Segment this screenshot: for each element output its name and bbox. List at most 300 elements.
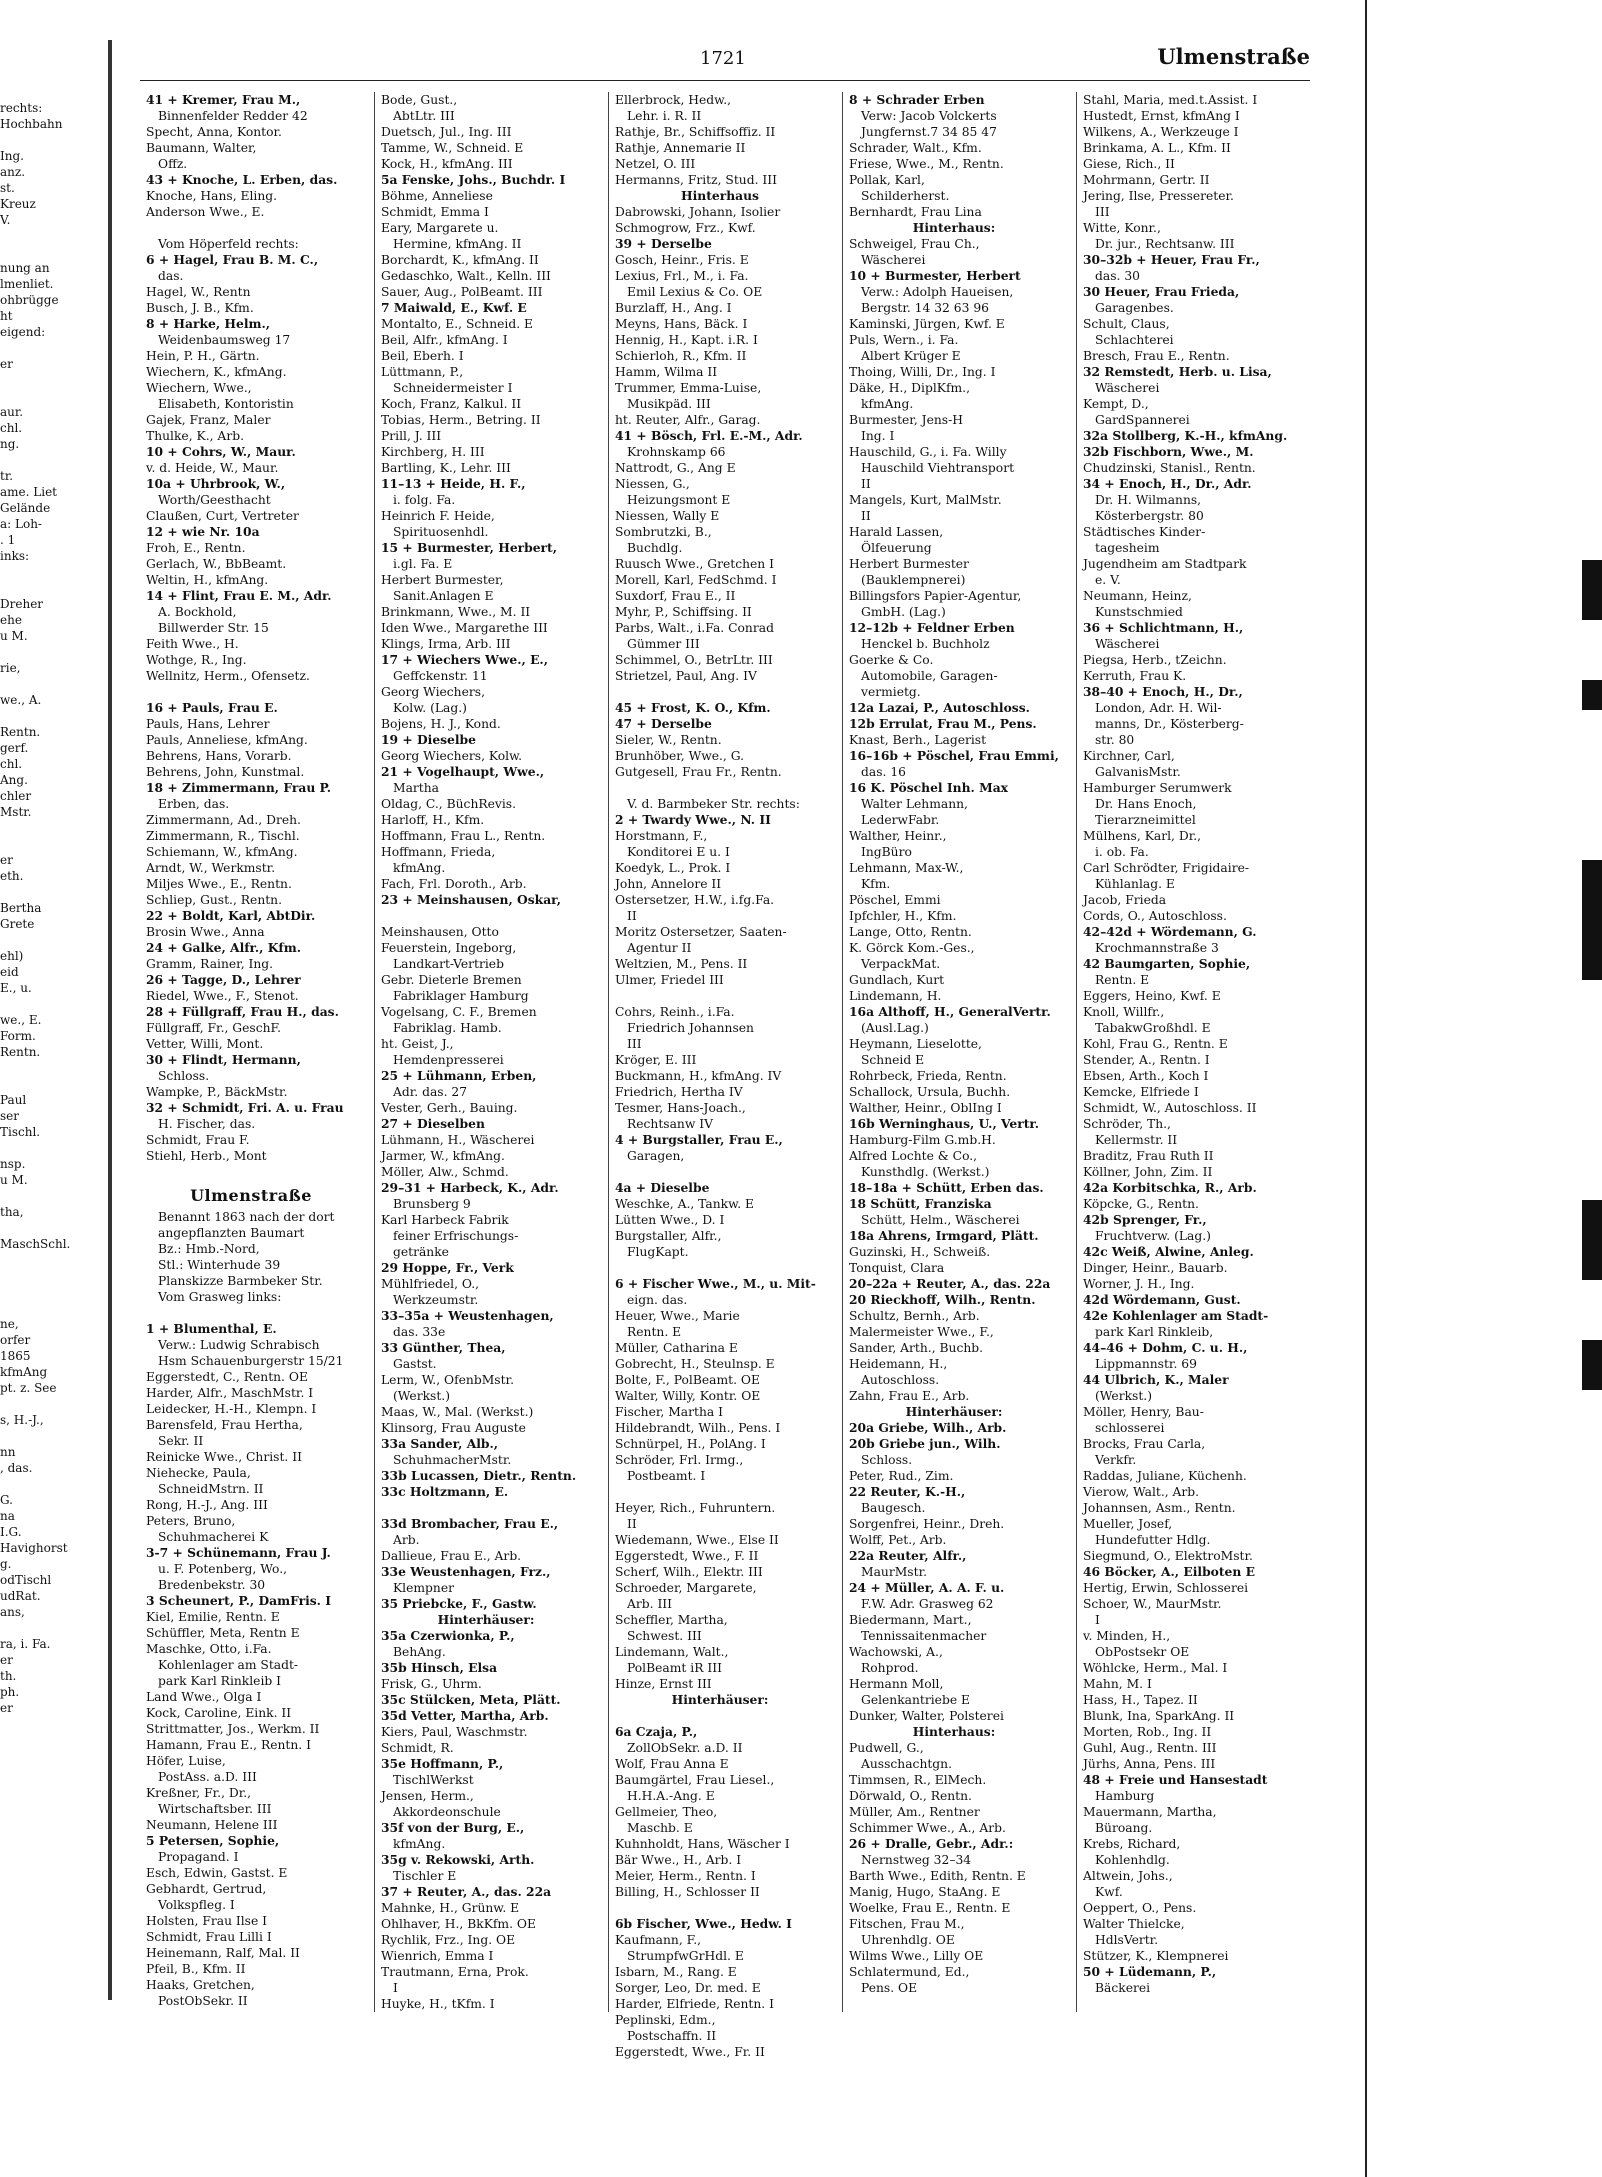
- resident-entry: Schimmer Wwe., A., Arb.: [849, 1821, 1006, 1835]
- resident-entry: Kohlenlager am Stadt-: [158, 1658, 299, 1672]
- resident-entry: Heuer, Wwe., Marie: [615, 1309, 740, 1323]
- previous-page-line: ehe: [0, 613, 22, 627]
- resident-entry: III: [627, 1037, 642, 1051]
- resident-entry: Mangels, Kurt, MalMstr.: [849, 493, 1002, 507]
- resident-entry: PostObSekr. II: [158, 1994, 248, 2008]
- house-entry: 32 + Schmidt, Fri. A. u. Frau: [146, 1100, 344, 1115]
- page-header: [140, 40, 1310, 81]
- house-entry: 32 Remstedt, Herb. u. Lisa,: [1083, 364, 1272, 379]
- resident-entry: Timmsen, R., ElMech.: [849, 1773, 987, 1787]
- resident-entry: Vetter, Willi, Mont.: [146, 1037, 264, 1051]
- running-head: Ulmenstraße: [1157, 44, 1310, 69]
- resident-entry: Walter Lehmann,: [861, 797, 968, 811]
- house-entry: 35g v. Rekowski, Arth.: [381, 1852, 535, 1867]
- resident-entry: schlosserei: [1095, 1421, 1165, 1435]
- resident-entry: Myhr, P., Schiffsing. II: [615, 605, 752, 619]
- house-entry: 42 Baumgarten, Sophie,: [1083, 956, 1251, 971]
- resident-entry: (Ausl.Lag.): [861, 1021, 929, 1035]
- resident-entry: Cohrs, Reinh., i.Fa.: [615, 1005, 735, 1019]
- resident-entry: Claußen, Curt, Vertreter: [146, 509, 299, 523]
- resident-entry: Ing. I: [861, 429, 895, 443]
- house-entry: 44–46 + Dohm, C. u. H.,: [1083, 1340, 1248, 1355]
- resident-entry: Köpcke, G., Rentn.: [1083, 1197, 1199, 1211]
- previous-page-line: I.G.: [0, 1525, 22, 1539]
- resident-entry: (Bauklempnerei): [861, 573, 966, 587]
- resident-entry: Baumgärtel, Frau Liesel.,: [615, 1773, 775, 1787]
- previous-page-line: tha,: [0, 1205, 24, 1219]
- resident-entry: Hoffmann, Frau L., Rentn.: [381, 829, 546, 843]
- resident-entry: Manig, Hugo, StaAng. E: [849, 1885, 1001, 1899]
- resident-entry: Vom Höperfeld rechts:: [158, 237, 299, 251]
- resident-entry: Wolf, Frau Anna E: [615, 1757, 729, 1771]
- previous-page-line: nsp.: [0, 1157, 26, 1171]
- resident-entry: Strittmatter, Jos., Werkm. II: [146, 1722, 320, 1736]
- resident-entry: Hermine, kfmAng. II: [393, 237, 522, 251]
- resident-entry: SchuhmacherMstr.: [393, 1453, 512, 1467]
- previous-page-line: Tischl.: [0, 1125, 41, 1139]
- resident-entry: K. Görck Kom.-Ges.,: [849, 941, 975, 955]
- previous-page-line: [0, 132, 100, 148]
- previous-page-line: udRat.: [0, 1589, 41, 1603]
- resident-entry: Ellerbrock, Hedw.,: [615, 93, 732, 107]
- resident-entry: Kfm.: [861, 877, 891, 891]
- resident-entry: Spirituosenhdl.: [393, 525, 489, 539]
- resident-entry: Huyke, H., tKfm. I: [381, 1997, 495, 2011]
- resident-entry: Froh, E., Rentn.: [146, 541, 246, 555]
- resident-entry: Schliep, Gust., Rentn.: [146, 893, 283, 907]
- resident-entry: Postbeamt. I: [627, 1469, 706, 1483]
- previous-page-line: [0, 708, 100, 724]
- house-entry: 42a Korbitschka, R., Arb.: [1083, 1180, 1257, 1195]
- resident-entry: Wäscherei: [1095, 381, 1160, 395]
- resident-entry: Burmester, Jens-H: [849, 413, 963, 427]
- resident-entry: Eggerstedt, Wwe., Fr. II: [615, 2045, 765, 2059]
- resident-entry: Worth/Geesthacht: [158, 493, 271, 507]
- resident-entry: Feith Wwe., H.: [146, 637, 239, 651]
- previous-page-line: [0, 340, 100, 356]
- resident-entry: Gundlach, Kurt: [849, 973, 945, 987]
- house-entry: 33b Lucassen, Dietr., Rentn.: [381, 1468, 577, 1483]
- house-entry: 10a + Uhrbrook, W.,: [146, 476, 286, 491]
- section-subheading: Hinterhäuser:: [671, 1692, 769, 1707]
- resident-entry: [140, 1164, 362, 1180]
- resident-entry: Peter, Rud., Zim.: [849, 1469, 954, 1483]
- house-entry: 4a + Dieselbe: [615, 1180, 710, 1195]
- previous-page-line: eigend:: [0, 325, 46, 339]
- previous-page-line: Gelände: [0, 501, 51, 515]
- resident-entry: Hildebrandt, Wilh., Pens. I: [615, 1421, 781, 1435]
- resident-entry: Haaks, Gretchen,: [146, 1978, 255, 1992]
- previous-page-line: [0, 884, 100, 900]
- resident-entry: Ohlhaver, H., BkKfm. OE: [381, 1917, 536, 1931]
- resident-entry: Däke, H., DiplKfm.,: [849, 381, 970, 395]
- resident-entry: Arndt, W., Werkmstr.: [146, 861, 276, 875]
- house-entry: 47 + Derselbe: [615, 716, 712, 731]
- resident-entry: Strietzel, Paul, Ang. IV: [615, 669, 757, 683]
- resident-entry: Scherf, Wilh., Elektr. III: [615, 1565, 763, 1579]
- resident-entry: Dinger, Heinr., Bauarb.: [1083, 1261, 1228, 1275]
- resident-entry: Emil Lexius & Co. OE: [627, 285, 763, 299]
- column-3: [608, 92, 831, 2059]
- resident-entry: manns, Dr., Kösterberg-: [1095, 717, 1244, 731]
- previous-page-line: Rentn.: [0, 725, 41, 739]
- resident-entry: Feuerstein, Ingeborg,: [381, 941, 517, 955]
- previous-page-line: nung an: [0, 261, 50, 275]
- resident-entry: Schilderherst.: [861, 189, 950, 203]
- resident-entry: Höfer, Luise,: [146, 1754, 226, 1768]
- resident-entry: Krohnskamp 66: [627, 445, 726, 459]
- resident-entry: Schloss.: [158, 1069, 210, 1083]
- section-subheading: Hinterhäuser:: [905, 1404, 1003, 1419]
- resident-entry: Lehmann, Max-W.,: [849, 861, 964, 875]
- resident-entry: Zahn, Frau E., Arb.: [849, 1389, 970, 1403]
- resident-entry: LederwFabr.: [861, 813, 940, 827]
- previous-page-line: th.: [0, 1669, 17, 1683]
- house-entry: 23 + Meinshausen, Oskar,: [381, 892, 562, 907]
- resident-entry: Heinemann, Ralf, Mal. II: [146, 1946, 300, 1960]
- resident-entry: Sekr. II: [158, 1434, 204, 1448]
- resident-entry: Isbarn, M., Rang. E: [615, 1965, 737, 1979]
- previous-page-line: [0, 1428, 100, 1444]
- resident-entry: Schmidt, R.: [381, 1741, 454, 1755]
- resident-entry: Busch, J. B., Kfm.: [146, 301, 254, 315]
- resident-entry: Schmidt, Frau F.: [146, 1133, 250, 1147]
- resident-entry: Behrens, John, Kunstmal.: [146, 765, 305, 779]
- resident-entry: Thoing, Willi, Dr., Ing. I: [849, 365, 996, 379]
- resident-entry: Moritz Ostersetzer, Saaten-: [615, 925, 787, 939]
- resident-entry: Wilms Wwe., Lilly OE: [849, 1949, 984, 1963]
- resident-entry: getränke: [393, 1245, 449, 1259]
- resident-entry: Lütten Wwe., D. I: [615, 1213, 725, 1227]
- house-entry: 24 + Müller, A. A. F. u.: [849, 1580, 1005, 1595]
- resident-entry: Pauls, Hans, Lehrer: [146, 717, 270, 731]
- resident-entry: Mauermann, Martha,: [1083, 1805, 1217, 1819]
- resident-entry: Kock, H., kfmAng. III: [381, 157, 513, 171]
- resident-entry: Bernhardt, Frau Lina: [849, 205, 982, 219]
- resident-entry: i. ob. Fa.: [1095, 845, 1149, 859]
- resident-entry: Malermeister Wwe., F.,: [849, 1325, 994, 1339]
- resident-entry: v. d. Heide, W., Maur.: [146, 461, 279, 475]
- resident-entry: vermietg.: [861, 685, 921, 699]
- resident-entry: Walther, Heinr.,: [849, 829, 947, 843]
- resident-entry: Akkordeonschule: [393, 1805, 501, 1819]
- resident-entry: kfmAng.: [393, 861, 446, 875]
- previous-page-line: [0, 820, 100, 836]
- resident-entry: Kellermstr. II: [1095, 1133, 1178, 1147]
- resident-entry: A. Bockhold,: [158, 605, 237, 619]
- resident-entry: Bergstr. 14 32 63 96: [861, 301, 989, 315]
- resident-entry: kfmAng.: [393, 1837, 446, 1851]
- resident-entry: Hagel, W., Rentn: [146, 285, 251, 299]
- resident-entry: Beil, Eberh. I: [381, 349, 464, 363]
- house-entry: 35a Czerwionka, P.,: [381, 1628, 515, 1643]
- resident-entry: Ausschachtgn.: [861, 1757, 953, 1771]
- resident-entry: Lippmannstr. 69: [1095, 1357, 1197, 1371]
- resident-entry: Zimmermann, R., Tischl.: [146, 829, 300, 843]
- resident-entry: [140, 220, 362, 236]
- resident-entry: Hundefutter Hdlg.: [1095, 1533, 1211, 1547]
- previous-page-line: ans,: [0, 1605, 25, 1619]
- resident-entry: park Karl Rinkleib,: [1095, 1325, 1214, 1339]
- house-entry: 22 + Boldt, Karl, AbtDir.: [146, 908, 316, 923]
- resident-entry: Schoer, W., MaurMstr.: [1083, 1597, 1222, 1611]
- resident-entry: Ebsen, Arth., Koch I: [1083, 1069, 1209, 1083]
- resident-entry: Planskizze Barmbeker Str.: [158, 1274, 323, 1288]
- resident-entry: Büroang.: [1095, 1821, 1153, 1835]
- resident-entry: angepflanzten Baumart: [158, 1226, 305, 1240]
- house-entry: 5 Petersen, Sophie,: [146, 1833, 280, 1848]
- resident-entry: Sanit.Anlagen E: [393, 589, 494, 603]
- resident-entry: Miljes Wwe., E., Rentn.: [146, 877, 292, 891]
- previous-page-line: ehl): [0, 949, 24, 963]
- house-entry: 35b Hinsch, Elsa: [381, 1660, 498, 1675]
- resident-entry: Jugendheim am Stadtpark: [1083, 557, 1247, 571]
- resident-entry: Giese, Rich., II: [1083, 157, 1175, 171]
- resident-entry: Möller, Alw., Schmd.: [381, 1165, 509, 1179]
- resident-entry: Hass, H., Tapez. II: [1083, 1693, 1198, 1707]
- resident-entry: Fabriklager Hamburg: [393, 989, 529, 1003]
- resident-entry: Tennissaitenmacher: [861, 1629, 987, 1643]
- previous-page-line: [0, 580, 100, 596]
- resident-entry: Peplinski, Edm.,: [615, 2013, 716, 2027]
- previous-page-line: g.: [0, 1557, 12, 1571]
- resident-entry: Burgstaller, Alfr.,: [615, 1229, 722, 1243]
- resident-entry: SchneidMstrn. II: [158, 1482, 264, 1496]
- resident-entry: Hertig, Erwin, Schlosserei: [1083, 1581, 1249, 1595]
- resident-entry: Bojens, H. J., Kond.: [381, 717, 501, 731]
- house-entry: 15 + Burmester, Herbert,: [381, 540, 557, 555]
- previous-page-line: ra, i. Fa.: [0, 1637, 51, 1651]
- house-entry: 14 + Flint, Frau E. M., Adr.: [146, 588, 332, 603]
- resident-entry: Meyns, Hans, Bäck. I: [615, 317, 748, 331]
- resident-entry: Pauls, Anneliese, kfmAng.: [146, 733, 308, 747]
- house-entry: 12b Errulat, Frau M., Pens.: [849, 716, 1037, 731]
- resident-entry: Vester, Gerh., Bauing.: [381, 1101, 518, 1115]
- resident-entry: Jacob, Frieda: [1083, 893, 1167, 907]
- previous-page-line: [0, 1476, 100, 1492]
- resident-entry: Bredenbekstr. 30: [158, 1578, 266, 1592]
- house-entry: 29 Hoppe, Fr., Verk: [381, 1260, 514, 1275]
- resident-entry: Parbs, Walt., i.Fa. Conrad: [615, 621, 774, 635]
- resident-entry: Pens. OE: [861, 1981, 918, 1995]
- resident-entry: Beil, Alfr., kfmAng. I: [381, 333, 508, 347]
- house-entry: 20a Griebe, Wilh., Arb.: [849, 1420, 1007, 1435]
- resident-entry: HdlsVertr.: [1095, 1933, 1159, 1947]
- resident-entry: Jürhs, Anna, Pens. III: [1083, 1757, 1216, 1771]
- resident-entry: Altwein, Johs.,: [1083, 1869, 1173, 1883]
- resident-entry: Schrader, Walt., Kfm.: [849, 141, 982, 155]
- resident-entry: Schröder, Frl. Irmg.,: [615, 1453, 744, 1467]
- resident-entry: Adr. das. 27: [393, 1085, 468, 1099]
- previous-page-line: u M.: [0, 1173, 28, 1187]
- house-entry: 33c Holtzmann, E.: [381, 1484, 509, 1499]
- resident-entry: Kaminski, Jürgen, Kwf. E: [849, 317, 1005, 331]
- resident-entry: Krebs, Richard,: [1083, 1837, 1181, 1851]
- previous-page-line: [0, 932, 100, 948]
- resident-entry: Iden Wwe., Margarethe III: [381, 621, 548, 635]
- previous-page-line: rechts:: [0, 101, 43, 115]
- resident-entry: Kolw. (Lag.): [393, 701, 467, 715]
- resident-entry: Schuhmacherei K: [158, 1530, 269, 1544]
- resident-entry: Offz.: [158, 157, 188, 171]
- resident-entry: Arb. III: [627, 1597, 673, 1611]
- previous-page-line: [0, 1060, 100, 1076]
- resident-entry: Werkzeumstr.: [393, 1293, 479, 1307]
- resident-entry: Holsten, Frau Ilse I: [146, 1914, 268, 1928]
- resident-entry: Prill, J. III: [381, 429, 442, 443]
- resident-entry: Kerruth, Frau K.: [1083, 669, 1187, 683]
- resident-entry: Esch, Edwin, Gastst. E: [146, 1866, 288, 1880]
- resident-entry: Land Wwe., Olga I: [146, 1690, 262, 1704]
- resident-entry: Dunker, Walter, Polsterei: [849, 1709, 1004, 1723]
- resident-entry: [375, 908, 597, 924]
- resident-entry: Eary, Margarete u.: [381, 221, 499, 235]
- resident-entry: Dr. H. Wilmanns,: [1095, 493, 1202, 507]
- previous-page-line: [0, 1620, 100, 1636]
- resident-entry: Lindemann, Walt.,: [615, 1645, 729, 1659]
- resident-entry: IngBüro: [861, 845, 912, 859]
- previous-page-line: MaschSchl.: [0, 1237, 71, 1251]
- resident-entry: Bär Wwe., H., Arb. I: [615, 1853, 742, 1867]
- previous-page-fragment: [0, 100, 100, 1900]
- resident-entry: Pfeil, B., Kfm. II: [146, 1962, 246, 1976]
- house-entry: 11–13 + Heide, H. F.,: [381, 476, 526, 491]
- resident-entry: Klinsorg, Frau Auguste: [381, 1421, 526, 1435]
- house-entry: 29–31 + Harbeck, K., Adr.: [381, 1180, 559, 1195]
- previous-page-line: [0, 452, 100, 468]
- resident-entry: Heizungsmont E: [627, 493, 731, 507]
- house-entry: 33e Weustenhagen, Frz.,: [381, 1564, 551, 1579]
- house-entry: 42c Weiß, Alwine, Anleg.: [1083, 1244, 1254, 1259]
- resident-entry: Trautmann, Erna, Prok.: [381, 1965, 529, 1979]
- house-entry: 6b Fischer, Wwe., Hedw. I: [615, 1916, 792, 1931]
- resident-entry: Schlachterei: [1095, 333, 1174, 347]
- resident-entry: Schloss.: [861, 1453, 913, 1467]
- column-2: [374, 92, 597, 2012]
- scan-background: [1365, 0, 1602, 2177]
- resident-entry: Brinkmann, Wwe., M. II: [381, 605, 531, 619]
- resident-entry: ObPostsekr OE: [1095, 1645, 1190, 1659]
- resident-entry: Morell, Karl, FedSchmd. I: [615, 573, 777, 587]
- resident-entry: Brunsberg 9: [393, 1197, 471, 1211]
- resident-entry: Nernstweg 32–34: [861, 1853, 972, 1867]
- previous-page-line: [0, 1396, 100, 1412]
- resident-entry: Eggers, Heino, Kwf. E: [1083, 989, 1221, 1003]
- resident-entry: Heyer, Rich., Fuhruntern.: [615, 1501, 776, 1515]
- resident-entry: Arb.: [393, 1533, 420, 1547]
- resident-entry: Rentn. E: [627, 1325, 682, 1339]
- resident-entry: (Werkst.): [1095, 1389, 1152, 1403]
- resident-entry: Uhrenhdlg. OE: [861, 1933, 955, 1947]
- previous-page-line: Kreuz: [0, 197, 36, 211]
- resident-entry: Rohrbeck, Frieda, Rentn.: [849, 1069, 1007, 1083]
- resident-entry: Wäscherei: [861, 253, 926, 267]
- resident-entry: Johannsen, Asm., Rentn.: [1083, 1501, 1236, 1515]
- resident-entry: Wöhlcke, Herm., Mal. I: [1083, 1661, 1228, 1675]
- resident-entry: Gobrecht, H., Steulnsp. E: [615, 1357, 775, 1371]
- resident-entry: Kohlenhdlg.: [1095, 1853, 1170, 1867]
- resident-entry: London, Adr. H. Wil-: [1095, 701, 1222, 715]
- resident-entry: ZollObSekr. a.D. II: [627, 1741, 743, 1755]
- house-entry: 45 + Frost, K. O., Kfm.: [615, 700, 771, 715]
- resident-entry: Dabrowski, Johann, Isolier: [615, 205, 781, 219]
- resident-entry: Maas, W., Mal. (Werkst.): [381, 1405, 534, 1419]
- resident-entry: Biedermann, Mart.,: [849, 1613, 972, 1627]
- resident-entry: [609, 988, 831, 1004]
- resident-entry: Sombrutzki, B.,: [615, 525, 712, 539]
- house-entry: 50 + Lüdemann, P.,: [1083, 1964, 1217, 1979]
- resident-entry: Bresch, Frau E., Rentn.: [1083, 349, 1230, 363]
- resident-entry: Martha: [393, 781, 439, 795]
- previous-page-line: na: [0, 1509, 15, 1523]
- resident-entry: v. Minden, H.,: [1083, 1629, 1171, 1643]
- resident-entry: Harald Lassen,: [849, 525, 944, 539]
- previous-page-line: [0, 1076, 100, 1092]
- resident-entry: Billingsfors Papier-Agentur,: [849, 589, 1022, 603]
- house-entry: 18–18a + Schütt, Erben das.: [849, 1180, 1044, 1195]
- previous-page-line: Bertha: [0, 901, 42, 915]
- previous-page-line: Hochbahn: [0, 117, 63, 131]
- resident-entry: Hoffmann, Frieda,: [381, 845, 496, 859]
- resident-entry: Baumann, Walter,: [146, 141, 257, 155]
- previous-page-line: [0, 388, 100, 404]
- house-entry: 25 + Lühmann, Erben,: [381, 1068, 537, 1083]
- resident-entry: [609, 780, 831, 796]
- previous-page-line: er: [0, 1653, 13, 1667]
- resident-entry: Krochmannstraße 3: [1095, 941, 1219, 955]
- column-4: [842, 92, 1065, 2012]
- house-entry: 20b Griebe jun., Wilh.: [849, 1436, 1001, 1451]
- resident-entry: AbtLtr. III: [393, 109, 455, 123]
- previous-page-line: gerf.: [0, 741, 29, 755]
- resident-entry: Dallieue, Frau E., Arb.: [381, 1549, 522, 1563]
- resident-entry: Mueller, Josef,: [1083, 1517, 1173, 1531]
- resident-entry: F.W. Adr. Grasweg 62: [861, 1597, 994, 1611]
- resident-entry: Verw.: Ludwig Schrabisch: [158, 1338, 320, 1352]
- resident-entry: Wachowski, A.,: [849, 1645, 943, 1659]
- resident-entry: Tonquist, Clara: [849, 1261, 945, 1275]
- resident-entry: Kühlanlag. E: [1095, 877, 1175, 891]
- resident-entry: Postschaffn. II: [627, 2029, 717, 2043]
- house-entry: 22a Reuter, Alfr.,: [849, 1548, 967, 1563]
- previous-page-line: 1865: [0, 1349, 31, 1363]
- resident-entry: Puls, Wern., i. Fa.: [849, 333, 959, 347]
- scan-edge-mark: [1582, 860, 1602, 980]
- column-5: [1076, 92, 1299, 2012]
- previous-page-line: V.: [0, 213, 11, 227]
- resident-entry: Hamburg-Film G.mb.H.: [849, 1133, 996, 1147]
- resident-entry: Neumann, Heinz,: [1083, 589, 1192, 603]
- house-entry: 33 Günther, Thea,: [381, 1340, 506, 1355]
- resident-entry: das. 33e: [393, 1325, 446, 1339]
- resident-entry: Kirchner, Carl,: [1083, 749, 1175, 763]
- resident-entry: Riedel, Wwe., F., Stenot.: [146, 989, 299, 1003]
- previous-page-line: pt. z. See: [0, 1381, 57, 1395]
- resident-entry: Zimmermann, Ad., Dreh.: [146, 813, 301, 827]
- house-entry: 37 + Reuter, A., das. 22a: [381, 1884, 552, 1899]
- resident-entry: Kwf.: [1095, 1885, 1123, 1899]
- resident-entry: Knoll, Willfr.,: [1083, 1005, 1165, 1019]
- house-entry: 12a Lazai, P., Autoschloss.: [849, 700, 1030, 715]
- resident-entry: Stiehl, Herb., Mont: [146, 1149, 267, 1163]
- resident-entry: Ölfeuerung: [861, 541, 932, 555]
- resident-entry: i.gl. Fa. E: [393, 557, 453, 571]
- previous-page-line: anz.: [0, 165, 26, 179]
- resident-entry: Pudwell, G.,: [849, 1741, 924, 1755]
- resident-entry: Friedrich Johannsen: [627, 1021, 754, 1035]
- resident-entry: Lexius, Frl., M., i. Fa.: [615, 269, 749, 283]
- resident-entry: Eggerstedt, C., Rentn. OE: [146, 1370, 308, 1384]
